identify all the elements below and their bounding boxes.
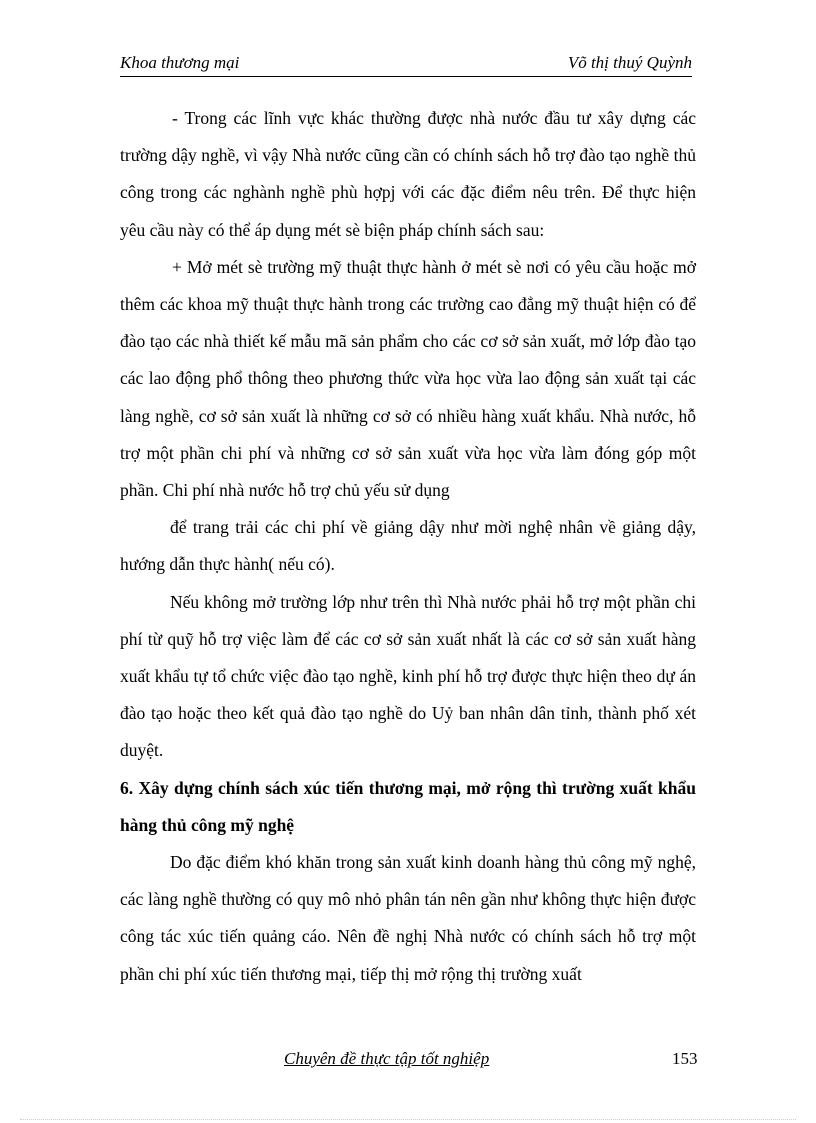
paragraph-1: - Trong các lĩnh vực khác thường được nhà nước đầu tư xây dựng các trường dậy nghề, vì vậy Nhà nước cũng cần có chính sách hỗ trợ đào tạo nghề thủ công trong các nghành nghề phù hợpj với các đặc điểm nêu trên. Để thực hiện yêu cầu này có thể áp dụng mét sè biện pháp chính sách sau: [120,108,696,240]
header-faculty: Khoa thương mại [120,53,240,72]
page-body [120,100,696,993]
header-author: Võ thị thuý Quỳnh [567,53,692,72]
page-bottom-divider [20,1119,796,1121]
paragraph-3: để trang trải các chi phí về giảng dậy như mời nghệ nhân về giảng dậy, hướng dẫn thực hành( nếu có). [120,517,696,575]
paragraph-2: + Mở mét sè trường mỹ thuật thực hành ở mét sè nơi có yêu cầu hoặc mở thêm các khoa mỹ thuật thực hành trong các trường cao đẳng mỹ thuật hiện có để đào tạo các nhà thiết kế mẫu mã sản phẩm cho các cơ sở sản xuất, mở lớp đào tạo các lao động phổ thông theo phương thức vừa học vừa lao động sản xuất tại các làng nghề, cơ sở sản xuất là những cơ sở có nhiều hàng xuất khẩu. Nhà nước, hỗ trợ một phần chi phí và những cơ sở sản xuất vừa học vừa làm đóng góp một phần. Chi phí nhà nước hỗ trợ chủ yếu sử dụng [120,256,696,501]
section-heading: 6. Xây dựng chính sách xúc tiến thương mại, mở rộng thì trường xuất khẩu hàng thủ công mỹ nghệ [120,777,696,835]
page-number: 153 [672,1049,698,1068]
paragraph-4: Nếu không mở trường lớp như trên thì Nhà nước phải hỗ trợ một phần chi phí từ quỹ hỗ trợ việc làm để các cơ sở sản xuất nhất là các cơ sở sản xuất hàng xuất khẩu tự tổ chức việc đào tạo nghề, kinh phí hỗ trợ được thực hiện theo dự án đào tạo hoặc theo kết quả đào tạo nghề do Uỷ ban nhân dân tỉnh, thành phố xét duyệt. [120,591,696,761]
footer-title: Chuyên đề thực tập tốt nghiệp [284,1049,490,1068]
page-header [120,52,692,77]
paragraph-5: Do đặc điểm khó khăn trong sản xuất kinh doanh hàng thủ công mỹ nghệ, các làng nghề thường có quy mô nhỏ phân tán nên gần như không thực hiện được công tác xúc tiến quảng cáo. Nên đề nghị Nhà nước có chính sách hỗ trợ một phần chi phí xúc tiến thương mại, tiếp thị mở rộng thị trường xuất [120,852,696,984]
